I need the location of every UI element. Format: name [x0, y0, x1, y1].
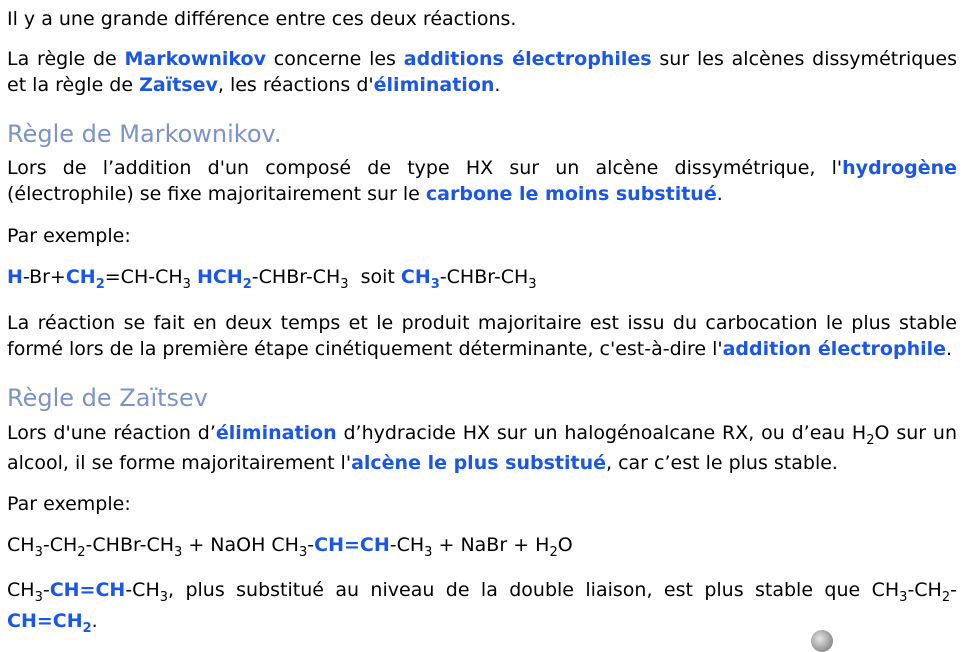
carbone-moins-substitue-term: carbone le moins substitué	[425, 183, 717, 205]
zaitsev-term: Zaïtsev	[139, 74, 218, 96]
mechanism-line1: La réaction se fait en deux temps et le produit majoritaire est issu du carbocation le plus stable	[7, 312, 957, 334]
equation-markownikov: $H-Br+CH_2=CH-CH_3$ $HCH_2-CHBr-CH_3$ soit $CH_3-CHBr-CH_3$	[7, 266, 537, 292]
markownikov-term: Markownikov	[124, 48, 266, 70]
intro-paragraph	[7, 6, 957, 32]
heading-markownikov: Règle de Markownikov.	[7, 120, 282, 148]
elimination-term-2: élimination	[215, 422, 337, 444]
heading-zaitsev: Règle de Zaïtsev	[7, 384, 208, 412]
zaitsev-def-line2: alcool, il se forme majoritairement l'alcène le plus substitué, car c’est le plus stable.	[7, 452, 838, 474]
addition-electrophile-term: addition électrophile	[722, 338, 947, 360]
alcene-plus-substitue-term: alcène le plus substitué	[351, 452, 606, 474]
elimination-term: élimination	[373, 74, 495, 96]
intro-text: Il y a une grande différence entre ces deux réactions.	[7, 8, 517, 30]
mechanism-line2: formé lors de la première étape cinétiquement déterminante, c'est-à-dire l'addition électrophile.	[7, 338, 953, 360]
comparison-line2: $CH=CH_2$.	[7, 610, 98, 636]
comparison-line1: $CH_3-CH=CH-CH_3$, plus substitué au niveau de la double liaison, est plus stable que $CH_3-CH_2-$	[7, 579, 957, 605]
hydrogene-term: hydrogène	[842, 157, 957, 179]
zaitsev-def-line1: Lors d'une réaction d’élimination d’hydracide HX sur un halogénoalcane RX, ou d’eau $H_2O$ sur un	[7, 422, 958, 448]
example-label-1: Par exemple:	[7, 225, 131, 247]
markownikov-def-line1: Lors de l’addition d'un composé de type HX sur un alcène dissymétrique, l'hydrogène	[7, 157, 957, 179]
example-label-2: Par exemple:	[7, 493, 131, 515]
equation-zaitsev: $CH_3-CH_2-CHBr-CH_3$ + NaOH $CH_3-CH=CH-CH_3$ + NaBr + $H_2O$	[7, 534, 573, 560]
paragraph-rules-line1: La règle de Markownikov concerne les additions électrophiles sur les alcènes dissymétriques	[7, 48, 957, 70]
paragraph-rules-line2: et la règle de Zaïtsev, les réactions d'élimination.	[7, 74, 501, 96]
markownikov-def-line2: (électrophile) se fixe majoritairement sur le carbone le moins substitué.	[7, 183, 723, 205]
loading-spinner-icon	[811, 630, 833, 652]
additions-electrophiles-term: additions électrophiles	[403, 48, 652, 70]
